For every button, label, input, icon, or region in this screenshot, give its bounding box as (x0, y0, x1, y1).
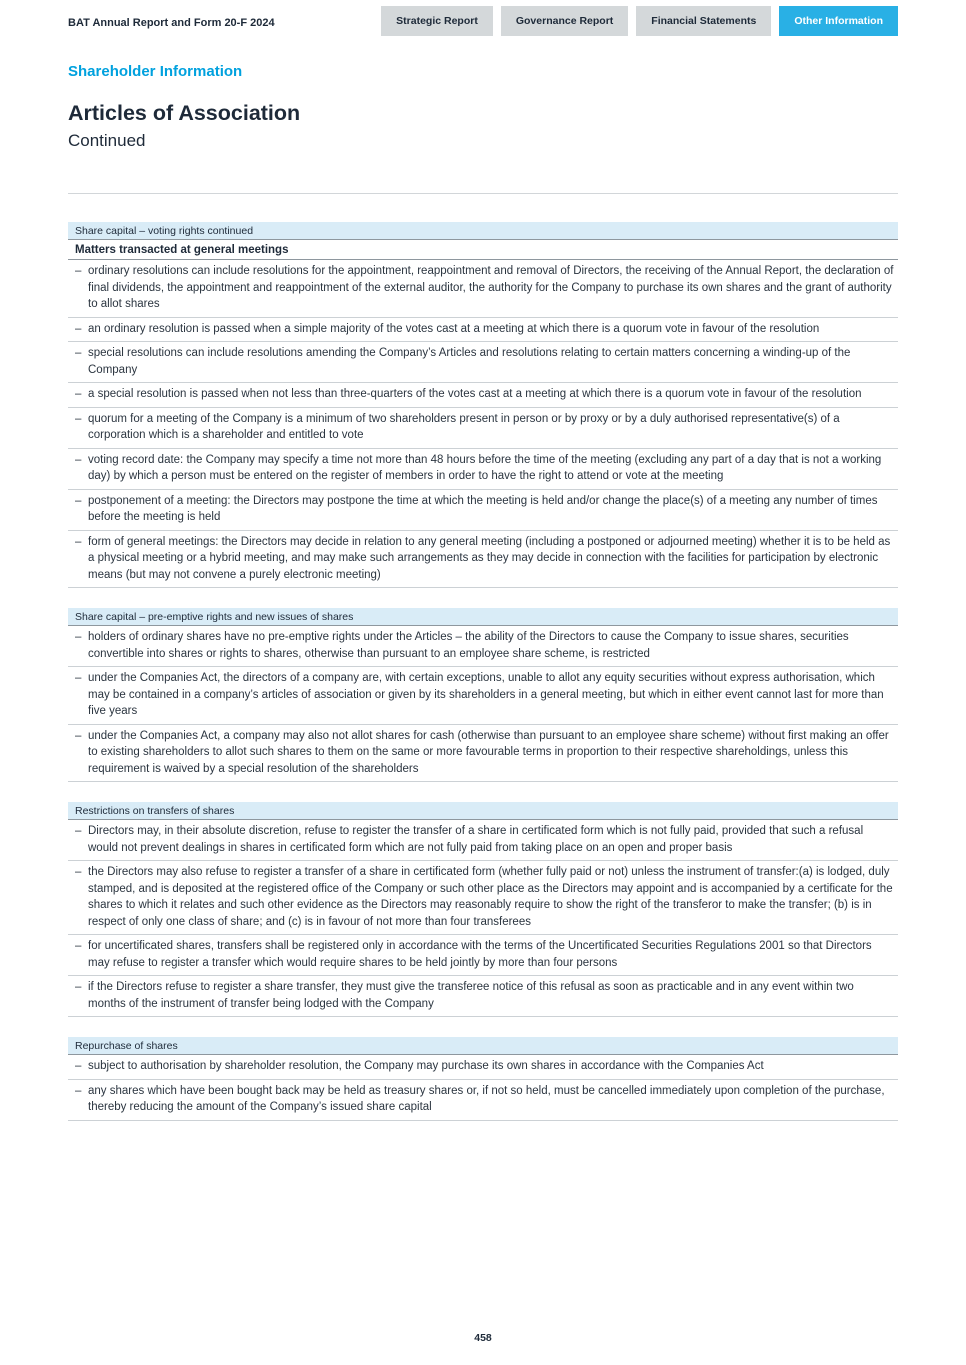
list-item-text: for uncertificated shares, transfers shall be registered only in accordance with the terms of the Uncertificated Securities Regulations 2001 so that Directors may refuse to register a transfer which would require shares to be held jointly by more than four persons (88, 940, 872, 969)
list-item-text: under the Companies Act, the directors of a company are, with certain exceptions, unable to allot any equity securities without express authorisation, which may be contained in a company’s articles of association or given by its shareholders in a general meeting, but which in either event cannot last for more than five years (88, 672, 884, 717)
section-voting-rights (68, 222, 898, 588)
list-item-text: ordinary resolutions can include resolutions for the appointment, reappointment and removal of Directors, the receiving of the Annual Report, the declaration of final dividends, the appointment and reappointment of the external auditor, the authority for the Company to purchase its own shares and the grant of authority to allot shares (88, 265, 894, 310)
list-item (68, 626, 898, 667)
list-item-text: voting record date: the Company may specify a time not more than 48 hours before the time of the meeting (excluding any part of a day that is not a working day) by which a person must be entered on the register of members in order to have the right to attend or vote at the meeting (88, 453, 882, 482)
page-subtitle: Continued (68, 131, 146, 150)
list-item (68, 342, 898, 383)
report-section-tabs (381, 6, 898, 36)
list-item (68, 861, 898, 935)
list-item (68, 383, 898, 408)
list-item-text: holders of ordinary shares have no pre-emptive rights under the Articles – the ability of the Directors to cause the Company to issue shares, securities convertible into shares or rights to shares, otherwise than pursuant to an employee share scheme, is restricted (88, 631, 849, 660)
list-item (68, 725, 898, 783)
list-item (68, 667, 898, 725)
tab-governance-report[interactable]: Governance Report (501, 6, 628, 36)
list-item (68, 449, 898, 490)
list-item-text: under the Companies Act, a company may also not allot shares for cash (otherwise than pursuant to an employee share scheme) without first making an offer to existing shareholders to allot such shares to them on the same or more favourable terms in proportion to their respective shareholdings, unless this requirement is waived by a special resolution of the shareholders (88, 729, 889, 775)
section-repurchase-of-shares (68, 1037, 898, 1121)
list-item-text: a special resolution is passed when not less than three-quarters of the votes cast at a meeting at which there is a quorum vote in favour of the resolution (88, 388, 862, 400)
list-item (68, 1080, 898, 1121)
list-item (68, 318, 898, 343)
list-item-text: special resolutions can include resolutions amending the Company’s Articles and resolutions relating to certain matters concerning a winding-up of the Company (88, 347, 851, 376)
report-title: BAT Annual Report and Form 20-F 2024 (68, 17, 275, 29)
divider (68, 193, 898, 194)
section-band: Share capital – pre-emptive rights and new issues of shares (68, 608, 898, 626)
list-item (68, 935, 898, 976)
list-item-text: any shares which have been bought back may be held as treasury shares or, if not so held, must be cancelled immediately upon completion of the purchase, thereby reducing the amount of the Company’s issued share capital (88, 1084, 885, 1113)
section-transfer-restrictions (68, 802, 898, 1017)
section-band: Restrictions on transfers of shares (68, 802, 898, 820)
list-item-text: if the Directors refuse to register a share transfer, they must give the transferee notice of this refusal as soon as practicable and in any event within two months of the instrument of transfer being lodged with the Company (88, 981, 854, 1010)
section-subheading: Matters transacted at general meetings (68, 240, 898, 260)
top-bar (68, 6, 898, 36)
list-item (68, 408, 898, 449)
list-item (68, 820, 898, 861)
list-item-text: form of general meetings: the Directors may decide in relation to any general meeting (including a postponed or adjourned meeting) whether it is to be held as a physical meeting or a hybrid meeting, and may make such arrangements as they may decide in connection with the facilities for participation by electronic means (but may not convene a purely electronic meeting) (88, 535, 891, 581)
list-item-text: the Directors may also refuse to register a transfer of a share in certificated form (whether fully paid or not) unless the instrument of transfer:(a) is lodged, duly stamped, and is deposited at the registered office of the Company or such other place as the Directors may appoint and is accompanied by a certificate for the shares to which it relates and such other evidence as the Directors may reasonably require to show the right of the transferor to make the transfer; (b) is in respect of only one class of share; and (c) is in favour of not more than four transferees (88, 866, 893, 928)
list-item (68, 976, 898, 1017)
page-title: Articles of Association (68, 101, 301, 125)
section-pre-emptive-rights (68, 608, 898, 782)
page-number: 458 (474, 1332, 492, 1344)
section-band: Repurchase of shares (68, 1037, 898, 1055)
list-item (68, 260, 898, 318)
section-eyebrow: Shareholder Information (68, 63, 243, 80)
list-item-text: Directors may, in their absolute discretion, refuse to register the transfer of a share in certificated form which is not fully paid, provided that such a refusal would not prevent dealings in shares in certificated form which are not fully paid from taking place on an open and proper basis (88, 825, 864, 854)
tab-other-information[interactable]: Other Information (779, 6, 898, 36)
list-item-text: subject to authorisation by shareholder resolution, the Company may purchase its own shares in accordance with the Companies Act (88, 1060, 764, 1072)
page-content (68, 222, 898, 1141)
tab-strategic-report[interactable]: Strategic Report (381, 6, 493, 36)
list-item (68, 1055, 898, 1080)
list-item (68, 531, 898, 589)
list-item (68, 490, 898, 531)
list-item-text: postponement of a meeting: the Directors may postpone the time at which the meeting is held and/or change the place(s) of a meeting any number of times before the meeting is held (88, 494, 878, 523)
list-item-text: quorum for a meeting of the Company is a minimum of two shareholders present in person or by proxy or by a duly authorised representative(s) of a corporation which is a shareholder and entitled to vote (88, 412, 840, 441)
section-band: Share capital – voting rights continued (68, 222, 898, 240)
tab-financial-statements[interactable]: Financial Statements (636, 6, 771, 36)
list-item-text: an ordinary resolution is passed when a simple majority of the votes cast at a meeting at which there is a quorum vote in favour of the resolution (88, 322, 820, 335)
